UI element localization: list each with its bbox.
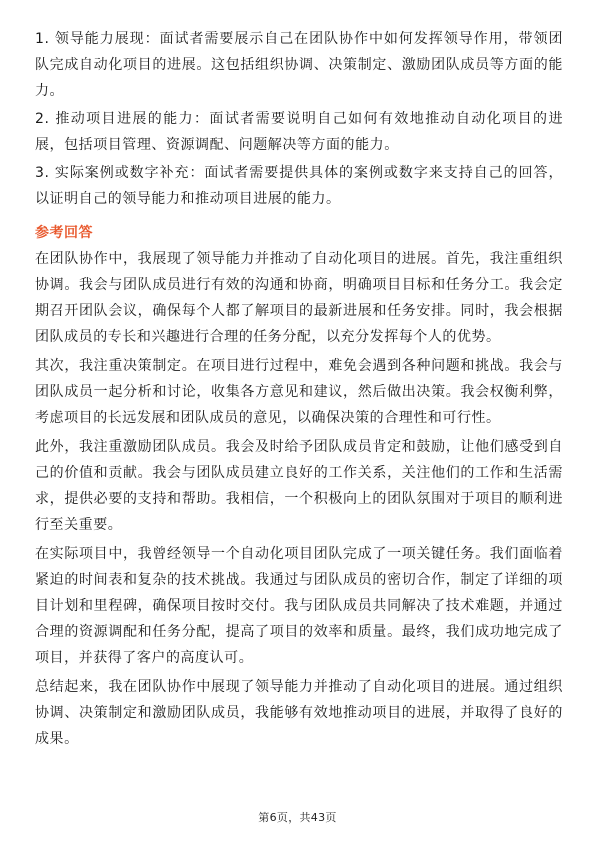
criteria-item-1: 1. 领导能力展现：面试者需要展示自己在团队协作中如何发挥领导作用，带领团队完成自动化项目的进展。这包括组织协调、决策制定、激励团队成员等方面的能力。 bbox=[35, 31, 563, 99]
answer-paragraph-4: 在实际项目中，我曾经领导一个自动化项目团队完成了一项关键任务。我们面临着紧迫的时间表和复杂的技术挑战。我通过与团队成员的密切合作，制定了详细的项目计划和里程碑，确保项目按时交付。我与团队成员共同解决了技术难题，并通过合理的资源调配和任务分配，提高了项目的效率和质量。最终，我们成功地完成了项目，并获得了客户的高度认可。 bbox=[35, 546, 563, 666]
page-footer bbox=[0, 811, 595, 825]
answer-paragraph-3: 此外，我注重激励团队成员。我会及时给予团队成员肯定和鼓励，让他们感受到自己的价值和贡献。我会与团队成员建立良好的工作关系，关注他们的工作和生活需求，提供必要的支持和帮助。我相信，一个积极向上的团队氛围对于项目的顺利进行至关重要。 bbox=[35, 439, 563, 533]
answer-paragraph-2: 其次，我注重决策制定。在项目进行过程中，难免会遇到各种问题和挑战。我会与团队成员一起分析和讨论，收集各方意见和建议，然后做出决策。我会权衡利弊，考虑项目的长远发展和团队成员的意见，以确保决策的合理性和可行性。 bbox=[35, 358, 563, 426]
answer-heading: 参考回答 bbox=[35, 225, 93, 241]
answer-paragraph-1: 在团队协作中，我展现了领导能力并推动了自动化项目的进展。首先，我注重组织协调。我会与团队成员进行有效的沟通和协商，明确项目目标和任务分工。我会定期召开团队会议，确保每个人都了解项目的最新进展和任务安排。同时，我会根据团队成员的专长和兴趣进行合理的任务分配，以充分发挥每个人的优势。 bbox=[35, 251, 563, 345]
criteria-item-2: 2. 推动项目进展的能力：面试者需要说明自己如何有效地推动自动化项目的进展，包括项目管理、资源调配、问题解决等方面的能力。 bbox=[35, 111, 563, 153]
page-number-label: 第6页，共43页 bbox=[258, 811, 337, 824]
criteria-item-3: 3. 实际案例或数字补充：面试者需要提供具体的案例或数字来支持自己的回答，以证明自己的领导能力和推动项目进展的能力。 bbox=[35, 165, 563, 207]
document-page bbox=[35, 26, 563, 754]
answer-paragraph-5: 总结起来，我在团队协作中展现了领导能力并推动了自动化项目的进展。通过组织协调、决策制定和激励团队成员，我能够有效地推动项目的进展，并取得了良好的成果。 bbox=[35, 679, 563, 747]
